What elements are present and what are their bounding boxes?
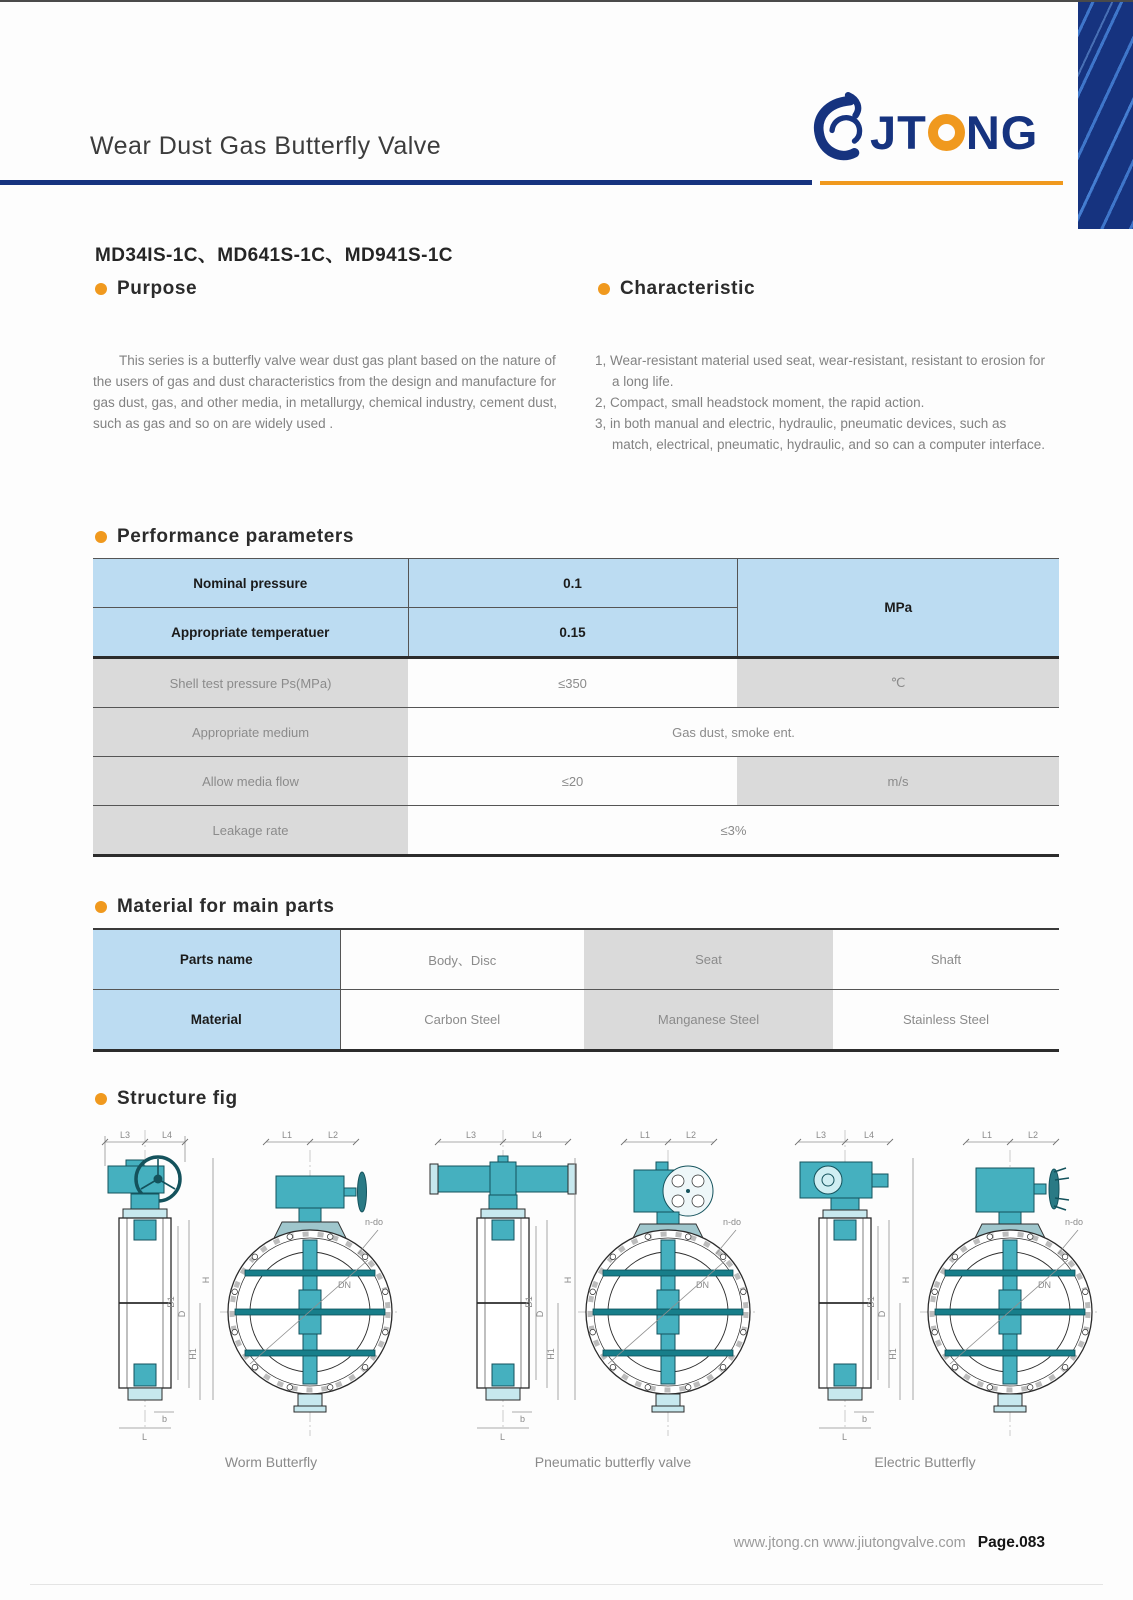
mat-h-label: Parts name: [93, 929, 340, 990]
dim-label: H: [201, 1276, 211, 1284]
swirl-icon: [808, 92, 870, 172]
mat-m-label: Material: [93, 990, 340, 1051]
model-numbers: MD34IS-1C、MD641S-1C、MD941S-1C: [95, 245, 453, 266]
dim-label: D1: [524, 1296, 534, 1308]
perf-r6-value: ≤3%: [408, 806, 1059, 856]
characteristic-item: 2, Compact, small headstock moment, the rapid action.: [595, 395, 925, 410]
perf-r2-label: Appropriate temperatuer: [93, 608, 408, 658]
characteristic-heading-label: Characteristic: [620, 278, 756, 299]
dim-label: b: [520, 1414, 526, 1424]
dim-label: L4: [864, 1130, 875, 1140]
purpose-paragraph: This series is a butterfly valve wear dust gas plant based on the nature of the users of gas and dust characteristics from the design and manufacture for gas dust, gas, and other media, in metallurgy, chemical industry, cement dust, such as gas and so on are widely used .: [93, 353, 557, 431]
performance-heading-label: Performance parameters: [117, 526, 355, 547]
brand-logo: [808, 92, 1038, 172]
dim-label: b: [162, 1414, 168, 1424]
dim-label: H: [901, 1276, 911, 1284]
header-divider-blue: [0, 180, 812, 185]
brand-left: JT: [870, 105, 927, 159]
perf-r5-label: Allow media flow: [93, 757, 408, 806]
dim-label: H1: [888, 1348, 898, 1360]
front-view: [920, 1130, 1100, 1436]
material-heading-label: Material for main parts: [117, 896, 335, 917]
dim-label: L2: [328, 1130, 339, 1140]
perf-r6-label: Leakage rate: [93, 806, 408, 856]
dim-label: L: [500, 1432, 506, 1442]
structure-heading-label: Structure fig: [117, 1088, 238, 1109]
dim-label: D1: [166, 1296, 176, 1308]
performance-table: [93, 558, 1059, 857]
figure-caption-pneumatic: Pneumatic butterfly valve: [534, 1454, 692, 1470]
dim-label: b: [862, 1414, 868, 1424]
dim-label: D1: [866, 1296, 876, 1308]
material-table: [93, 928, 1059, 1052]
dim-label: L4: [532, 1130, 543, 1140]
purpose-heading-label: Purpose: [117, 278, 198, 299]
characteristic-list: [595, 350, 1050, 455]
dim-label: n-do: [1064, 1217, 1084, 1227]
perf-r5-value: ≤20: [408, 757, 737, 806]
dim-label: DN: [338, 1280, 351, 1290]
perf-r3-label: Shell test pressure Ps(MPa): [93, 658, 408, 708]
perf-r5-unit: m/s: [737, 757, 1059, 806]
perf-r2-value: 0.15: [408, 608, 737, 658]
dim-label: n-do: [364, 1217, 384, 1227]
header-divider-orange: [820, 181, 1063, 185]
dim-label: D: [877, 1310, 887, 1318]
dim-label: L2: [1028, 1130, 1039, 1140]
perf-r1-value: 0.1: [408, 559, 737, 608]
mat-m-seat: Manganese Steel: [584, 990, 833, 1051]
page-number: Page.083: [977, 1534, 1045, 1551]
dim-label: H: [563, 1276, 573, 1284]
brand-o-ring: [928, 114, 965, 151]
dim-label: D: [177, 1310, 187, 1318]
front-view: [220, 1130, 400, 1436]
dim-label: L1: [282, 1130, 293, 1140]
purpose-heading: [95, 278, 197, 300]
pneumatic-butterfly-drawing: [428, 1122, 758, 1452]
perf-unit-mpa: MPa: [737, 559, 1059, 658]
material-heading: [95, 896, 335, 918]
electric-butterfly-drawing: [770, 1122, 1100, 1452]
characteristic-item: 3, in both manual and electric, hydraulic, pneumatic devices, such as match, electrical, pneumatic, hydraulic, and so can a computer interface.: [595, 416, 1045, 452]
page-footer: [734, 1534, 1045, 1552]
perf-r3-unit: ℃: [737, 658, 1059, 708]
bottom-divider: [30, 1584, 1103, 1585]
mat-h-body: Body、Disc: [340, 929, 584, 990]
mat-h-seat: Seat: [584, 929, 833, 990]
dim-label: L3: [120, 1130, 131, 1140]
footer-url-jtong: www.jtong.cn: [733, 1535, 820, 1551]
performance-heading: [95, 526, 354, 548]
characteristic-heading: [598, 278, 755, 300]
front-view: [578, 1130, 758, 1436]
footer-url-jiutongvalve: www.jiutongvalve.com: [823, 1535, 966, 1551]
dim-label: DN: [1038, 1280, 1051, 1290]
dim-label: L3: [816, 1130, 827, 1140]
perf-r3-value: ≤350: [408, 658, 737, 708]
mat-m-body: Carbon Steel: [340, 990, 584, 1051]
bullet-icon: [95, 531, 107, 543]
dim-label: DN: [696, 1280, 709, 1290]
perf-r4-label: Appropriate medium: [93, 708, 408, 757]
dim-label: n-do: [722, 1217, 742, 1227]
bullet-icon: [95, 1093, 107, 1105]
mat-m-shaft: Stainless Steel: [833, 990, 1059, 1051]
dim-label: L2: [686, 1130, 697, 1140]
perf-r4-value: Gas dust, smoke ent.: [408, 708, 1059, 757]
dim-label: L: [142, 1432, 148, 1442]
structure-heading: [95, 1088, 238, 1110]
dim-label: L3: [466, 1130, 477, 1140]
mat-h-shaft: Shaft: [833, 929, 1059, 990]
dim-label: L4: [162, 1130, 173, 1140]
figure-caption-electric: Electric Butterfly: [874, 1454, 976, 1470]
bullet-icon: [95, 283, 107, 295]
dim-label: D: [535, 1310, 545, 1318]
dim-label: L1: [640, 1130, 651, 1140]
page-title: Wear Dust Gas Butterfly Valve: [90, 132, 442, 160]
bullet-icon: [95, 901, 107, 913]
bullet-icon: [598, 283, 610, 295]
brand-name: [870, 105, 1039, 159]
worm-butterfly-drawing: [70, 1122, 400, 1452]
perf-r1-label: Nominal pressure: [93, 559, 408, 608]
side-view: [795, 1130, 913, 1442]
figure-caption-worm: Worm Butterfly: [224, 1454, 318, 1470]
dim-label: H1: [188, 1348, 198, 1360]
brand-right: NG: [965, 105, 1039, 159]
dim-label: L: [842, 1432, 848, 1442]
side-view: [102, 1130, 213, 1442]
characteristic-item: 1, Wear-resistant material used seat, wear-resistant, resistant to erosion for a long life.: [595, 353, 1045, 389]
dim-label: H1: [546, 1348, 556, 1360]
side-view: [430, 1130, 576, 1442]
corner-stripe-decoration: [1078, 2, 1133, 229]
dim-label: L1: [982, 1130, 993, 1140]
